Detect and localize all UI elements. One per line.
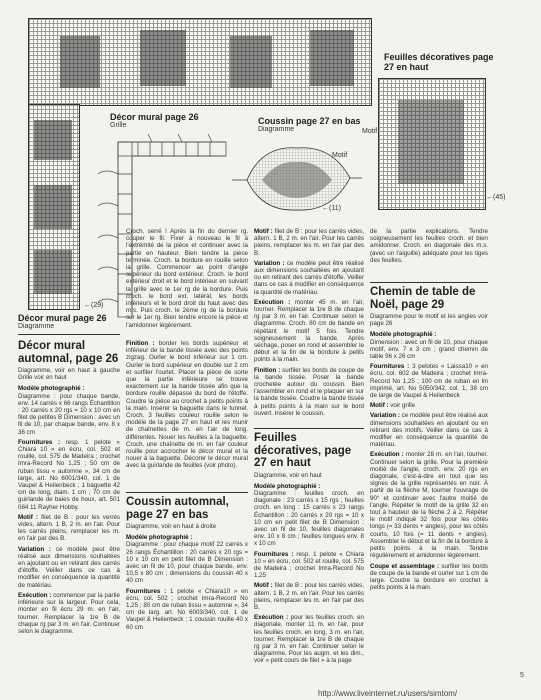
coussin-motif-label: Motif bbox=[332, 152, 348, 159]
col3-top bbox=[254, 228, 364, 428]
decor-grid-top-motif-c bbox=[230, 36, 272, 88]
decor-grid-left-motif-b bbox=[34, 185, 72, 229]
col3-finition: surfiler les bords de coupe de la bande tissée. Poser la bande crochetée autour du coussin. Bien l'assembler en rond et le plaquer en sur la bande tissée. Coudre la bande tissée à petits points à la main sur le bord ouvert. Insérer le coussin. bbox=[254, 366, 364, 417]
col3-fourn: resp. 1 pelote « Chiara 10 » en écru, col. 502 et rouille, col. 575 de Madeira ; crochet Imra-Record No 1,25 bbox=[254, 550, 364, 580]
col3-variation-label: Variation : bbox=[254, 259, 285, 267]
col4-body bbox=[370, 313, 488, 591]
col4-top-text: de la partie explications. Tendre soigneusement les feuilles croch. et bien amidonner. Croch. en diagonale des m.s. (avec un l'aiguille) adéquate pour les tiges des feuilles. bbox=[370, 228, 488, 264]
decor-left-subtitle: Diagramme bbox=[18, 323, 55, 330]
col4-fourn-label: Fournitures : bbox=[370, 363, 410, 371]
feuilles-caption bbox=[384, 52, 504, 72]
col1 bbox=[18, 334, 120, 635]
col2-modele: Diagramme : pour chaque motif 22 carrés x 26 rangs Échantillon : 20 carrés x 20 rgs = 10 x 10 cm en petit filet de B Dimension : avec un fil de 10, pour chaque bande, env. 10,5 x 80 cm ; dimensions du coussin 40 x 40 cm bbox=[126, 541, 248, 585]
col4-coupe-label: Coupe et assemblage : bbox=[370, 562, 440, 570]
col3-motif2-label: Motif : bbox=[254, 582, 273, 590]
col3-fourn-label: Fournitures : bbox=[254, 550, 294, 558]
col4-fourn: 3 pelotes « Laissa10 » en écru, col. 602 de Madeira ; crochet Imra-Record No 1,25 ; 100 cm de ruban en lin imprimé, art. No 5050/342, col. 1, 38 cm de large de Vaupel & Heilenbeck bbox=[370, 363, 488, 400]
col2-modele-label: Modèle photographié : bbox=[126, 534, 193, 542]
col4-coupe: surfiler les bords de coupe de la bande et ourler sur 1 cm de large. Coudre la bordure en crochet à petits points à la main. bbox=[370, 562, 488, 592]
col2-fourn-label: Fournitures : bbox=[126, 587, 167, 595]
feuilles-decoratives-title: Feuilles décoratives, page 27 en haut bbox=[254, 432, 352, 469]
col3-motif2: filet de B : pour les carrés vides, altern. 1 B, 2 m. en l'air. Pour les carrés pleins, remplacer les m. en l'air par des B. bbox=[254, 582, 364, 611]
col3-exec2: pour les feuilles croch. en diagonale, monter 11 m. en l'air, pour les feuilles croch. en long, 3 m. en l'air, tourner. Remplacer la 1re B de chaque rg par 3 m. en l'air. Continuer selon le diagramme. Pour les augm. et les dim., voir « petit cours de filet » à la page bbox=[254, 614, 364, 665]
feuilles-chart-motif bbox=[398, 100, 464, 184]
decor-grid-top-motif-a bbox=[60, 36, 100, 88]
page-number: 5 bbox=[520, 672, 524, 679]
col1-exec: commencer par la partie inférieure sur la largeur. Pour cela, monter en fil écru 29 m. en l'air, tourner. Remplacer la 1re B de chaque rg par 3 m. en l'air. Continuer selon le diagramme. bbox=[18, 591, 120, 635]
decor-grid-top-motif-b bbox=[140, 30, 186, 86]
col4-variation: ce modèle peut être réalisé aux dimensions souhaitées en ajoutant ou en retirant des motifs. Veiller dans ce cas à modifier en conséquence la quantité de matériau. bbox=[370, 412, 488, 449]
chemin-de-table-title: Chemin de table de Noël, page 29 bbox=[370, 286, 476, 311]
decor-grille-caption bbox=[110, 112, 199, 130]
col1-variation-label: Variation : bbox=[18, 545, 52, 553]
col3-motif-label: Motif : bbox=[254, 228, 273, 235]
feuilles-title: Feuilles décoratives page 27 en haut bbox=[384, 52, 494, 72]
feuilles-subtitle: Motif bbox=[362, 128, 378, 135]
decor-mural-title: Décor mural automnal, page 26 bbox=[18, 340, 119, 365]
col3-variation: ce modèle peut être réalisé aux dimensions souhaitées en ajoutant ou en retirant des carrés d'étoffe. Veiller dans ce cas à modifier en conséquence la quantité de matériau. bbox=[254, 259, 364, 296]
col4-chemin bbox=[370, 286, 488, 591]
col2-finition-label: Finition : bbox=[126, 340, 155, 347]
decor-left-title: Décor mural page 26 bbox=[18, 313, 107, 323]
decor-left-marker: ←(29) bbox=[84, 302, 104, 309]
col1-intro: Diagramme, voir en haut à gauche Grille voir en haut bbox=[18, 367, 120, 382]
coussin-caption bbox=[258, 116, 361, 134]
source-url[interactable]: http://www.liveinternet.ru/users/simtom/ bbox=[318, 689, 458, 698]
col4-motif-label: Motif : bbox=[370, 402, 389, 410]
col2-top bbox=[126, 228, 248, 338]
coussin-automnal-title: Coussin automnal, page 27 en bas bbox=[126, 496, 229, 521]
col1-fourn-label: Fournitures : bbox=[18, 438, 61, 446]
col3-modele-label: Modèle photographié : bbox=[254, 482, 321, 490]
col2-coussin-body bbox=[126, 523, 248, 631]
col3-exec2-label: Exécution : bbox=[254, 614, 289, 622]
col4-top bbox=[370, 228, 488, 278]
col2-fourn: 1 pelote « Chiara10 » en écru, col. 502 ; crochet Imra-Record No 1,25 ; 80 cm de ruban tissu « automne », 34 cm de larg. art. No 6003/340, col. 1 de Vaupel & Heilenbeck ; 1 coussin rouille 40 x 60 cm bbox=[126, 587, 248, 631]
decor-grid-left-motif-c bbox=[34, 250, 72, 294]
col4-modele-label: Modèle photographié : bbox=[370, 331, 437, 339]
feuilles-marker: ←(45) bbox=[486, 194, 506, 201]
col1-modele: Diagramme : pour chaque bande, env. 14 carrés x 66 rangs Échantillon : 20 carrés x 20 rgs = 10 x 10 cm en filet de petites B Dimension : avec un fil de 10, par chaque bande, env. 8 x 36 cm bbox=[18, 392, 120, 436]
decor-grid-top-motif-d bbox=[310, 30, 354, 86]
col2-finition-text: border les bords supérieur et inférieur de la bande tissée avec des points zigzag. Ourler le bord inférieur sur 1 cm. Ourler le bord supérieur en double sur 2 cm et surfiler l'ourlet. Placer la pièce de sorte que la partie inférieure se trouve exactement sur la bande tissée afin que la bordure rouille dépasse du bord de l'étoffe. Coudre la pièce au crochet à petits points à la main. Insérer la baguette dans le tunnel. Croch. 3 feuilles couleur rouille selon le modèle de la page 27 en haut et les munir de chaînettes de m. en l'air de long. différentes. Nouer les feuilles à la baguette. Croch. une chaînette de m. en l'air couleur rouille pour accrocher le décor mural et la nouer à la baguette. Décorer le décor mural avec la guirlande de feuilles (voir photo). bbox=[126, 340, 248, 470]
col3-feuilles-body bbox=[254, 472, 364, 665]
decor-grille-subtitle: Grille bbox=[110, 122, 127, 129]
col1-exec-label: Exécution : bbox=[18, 591, 52, 599]
col4-exec: monter 28 m. en l'air, tourner. Continuer selon la grille. Pour la première moitié de l'angle, croch. env. 20 rgs en diagonale, c'est-à-dire en tout que les signes de la grille représentés en noir. À partir de la flèche M, tourner l'ouvrage de 90° et continuer avec l'autre moitié de l'angle. Répéter le motif de la grille 32 en tout à hauteur de la flèche 2 à 2. Répéter le motif indiqué 32 fois pour les côtés longs (= 33 dents + angles), pour les côtés courts, 10 fois (= 11 dents + angles). Assembler le début et la fin de la bordure à petits points à la main. Tendre régulièrement et amidonner légèrement. bbox=[370, 451, 488, 560]
coussin-diagram bbox=[232, 140, 362, 220]
col1-motif: filet de B : pour les verrés vides, altern. 1 B, 2 m. en l'air. Pour les carrés pleins, remplacer les m. en l'air par des B. bbox=[18, 513, 120, 543]
col3-finition-label: Finition : bbox=[254, 366, 281, 374]
coussin-subtitle: Diagramme bbox=[258, 126, 295, 133]
col1-fourn: resp. 1 pelote « Chiara 10 » en écru, col. 502 et rouille, col. 575 de Madeira ; crochet Imra-Record No 1,25 ; 50 cm de ruban tissu « automne », 34 cm de large, art. No 6001/340, col. 1 de Vaupel & Heilenbeck ; 1 baguette 42 cm de long, diam. 1 cm ; 70 cm de guirlande de baies de houx, art. 501 084 11 Rayher Hobby. bbox=[18, 438, 120, 511]
col3-exec: monter 45 m. en l'air, tourner. Remplacer la 1re B de chaque rg par 3 m. en l'air. Continuer selon le diagramme. Croch. 80 cm de bande en répétant le motif 5 fois. Tendre soigneusement la bande. Après séchage, poser en rond et assembler le début et la fin de la bordure à petits points à la main. bbox=[254, 298, 364, 364]
col1-modele-label: Modèle photographié : bbox=[18, 385, 85, 393]
col2-finition bbox=[126, 340, 248, 488]
coussin-title: Coussin page 27 en bas bbox=[258, 116, 361, 126]
col4-variation-label: Variation : bbox=[370, 412, 400, 420]
col2-intro: Diagramme, voir en haut à droite bbox=[126, 523, 217, 530]
col3-motif: filet de B : pour les carrés vides, altern. 1 B, 2 m. en l'air. Pour les carrés pleins, remplacer les m. en l'air par des B. bbox=[254, 228, 364, 257]
decor-grid-left-motif-a bbox=[34, 120, 72, 160]
col4-intro: Diagramme pour le motif et les angles voir page 26 bbox=[370, 313, 488, 328]
col1-variation: ce modèle peut être réalisé aux dimensions souhaitées en ajoutant ou en retirant des carrés d'étoffe. Veiller dans ce cas à modifier en conséquence la quantité de matériau. bbox=[18, 545, 120, 589]
col3-modele: Diagramme : feuilles croch. en diagonale : 23 carrés x 15 rgs ; feuilles croch. en long : 15 carrés x 23 rangs Échantillon : 20 carrés x 20 rgs = 10 x 10 cm en petit filet de B Dimension : avec un fil de 10, feuilles diagonales env. 10 x 8 cm ; feuilles longues env. 8 x 10 cm bbox=[254, 489, 364, 548]
col4-modele: Dimension : avec un fil de 10, pour chaque motif, env. 7 x 3 cm ; grand chemin de table 96 x 26 cm bbox=[370, 338, 488, 361]
col4-motif: voir grille bbox=[390, 402, 416, 410]
decor-grille-title: Décor mural page 26 bbox=[110, 112, 199, 122]
col3-exec-label: Exécution : bbox=[254, 298, 291, 306]
col3-feuilles bbox=[254, 432, 364, 665]
col3-intro: Diagramme, voir en haut bbox=[254, 471, 322, 479]
col4-exec-label: Exécution : bbox=[370, 451, 404, 459]
col1-motif-label: Motif : bbox=[18, 513, 38, 521]
col1-body bbox=[18, 367, 120, 635]
col2-top-text: Croch. serré ! Après la fin du dernier rg, couper le fil. Fixer à nouveau le fil à l'extrémité de la pièce et continuer avec la partie en hauteur. Bien tendre la pièce terminée. Croch. la bordure en rouille selon la grille. Commencer au point d'angle supérieur du bord extérieur. Croch. le bord extérieur droit et le bord intérieur en suivant la grille avec le 1er rg de la bordure. Puis croch. le bord ext. latéral, les bords intérieurs et le bord droit du haut avec des m.s. Puis croch. le 2ème rg de la bordure sur le 1er rg. Bien tendre encore la pièce et l'amidonner légèrement. bbox=[126, 228, 248, 329]
coussin-marker: ←(11) bbox=[322, 205, 341, 212]
col2-coussin bbox=[126, 496, 248, 631]
